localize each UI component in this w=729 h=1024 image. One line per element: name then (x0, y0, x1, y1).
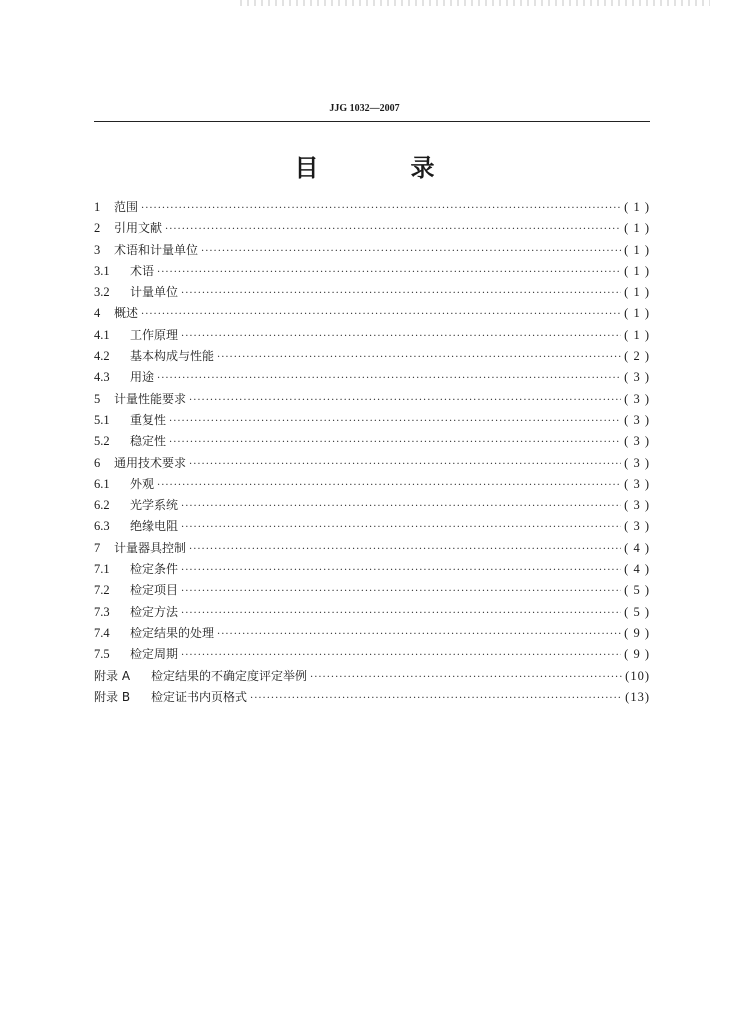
toc-entry-page: ( 1 ) (624, 306, 650, 321)
toc-entry-page: ( 3 ) (624, 370, 650, 385)
toc-entry[interactable] (94, 410, 650, 431)
toc-entry-title: 稳定性 (130, 434, 167, 449)
toc-entry[interactable] (94, 666, 650, 687)
toc-entry[interactable] (94, 474, 650, 495)
toc-entry-title: 计量器具控制 (114, 540, 187, 555)
toc-entry-page: ( 5 ) (624, 604, 650, 619)
toc-entry[interactable] (94, 325, 650, 346)
toc-entry-page: ( 3 ) (624, 519, 650, 534)
toc-entry-number: 4.1 (94, 327, 110, 342)
toc-entry-number: 3.2 (94, 285, 110, 300)
toc-entry-number: 3 (94, 242, 101, 257)
dot-leader (217, 624, 621, 645)
toc-entry-page: ( 3 ) (624, 476, 650, 491)
toc-entry[interactable] (94, 623, 650, 644)
toc-entry[interactable] (94, 580, 650, 601)
dot-leader (181, 326, 621, 347)
toc-entry[interactable] (94, 389, 650, 410)
dot-leader (189, 454, 621, 475)
page-title: 目 录 (294, 154, 469, 182)
toc-entry-number: 5.1 (94, 412, 110, 427)
toc-entry-page: ( 3 ) (624, 498, 650, 513)
toc-entry-page: ( 3 ) (624, 434, 650, 449)
toc-entry-number: 附录 B (94, 689, 131, 704)
toc-entry-page: ( 1 ) (624, 200, 650, 214)
toc-entry-number: 6.3 (94, 519, 110, 534)
dot-leader (169, 432, 621, 453)
toc-entry[interactable] (94, 687, 650, 708)
toc-entry-title: 外观 (130, 476, 155, 491)
toc-entry-number: 4.3 (94, 370, 110, 385)
toc-entry[interactable] (94, 516, 650, 537)
toc-entry-page: (10) (625, 668, 650, 683)
standard-code: JJG 1032—2007 (329, 103, 400, 114)
toc-entry-number: 7.1 (94, 562, 110, 577)
dot-leader (189, 390, 621, 411)
toc-entry-number: 7 (94, 540, 101, 555)
toc-entry-page: ( 4 ) (624, 562, 650, 577)
toc-entry-title: 检定周期 (130, 647, 179, 662)
toc-entry-number: 5 (94, 391, 101, 406)
toc-entry-number: 5.2 (94, 434, 110, 449)
toc-entry-page: ( 1 ) (624, 242, 650, 257)
toc-entry-number: 7.2 (94, 583, 110, 598)
toc-entry-number: 3.1 (94, 263, 110, 278)
table-of-contents (94, 197, 650, 708)
toc-entry-title: 概述 (114, 306, 139, 321)
toc-entry[interactable] (94, 261, 650, 282)
toc-entry[interactable] (94, 453, 650, 474)
toc-entry-title: 检定项目 (130, 583, 179, 598)
dot-leader (165, 219, 621, 240)
toc-entry-title: 检定结果的处理 (130, 625, 215, 640)
dot-leader (141, 304, 621, 325)
toc-entry-page: ( 1 ) (624, 285, 650, 300)
toc-entry-number: 6.2 (94, 498, 110, 513)
dot-leader (217, 347, 621, 368)
dot-leader (181, 517, 621, 538)
toc-entry-title: 引用文献 (114, 221, 163, 236)
header-divider (94, 121, 650, 122)
toc-entry-title: 计量单位 (130, 285, 179, 300)
toc-entry-page: ( 1 ) (624, 221, 650, 236)
dot-leader (157, 262, 621, 283)
toc-entry-page: ( 3 ) (624, 391, 650, 406)
dot-leader (181, 581, 621, 602)
toc-entry-number: 7.4 (94, 625, 110, 640)
toc-entry-page: ( 1 ) (624, 327, 650, 342)
toc-entry[interactable] (94, 495, 650, 516)
toc-entry-number: 4.2 (94, 349, 110, 364)
toc-entry-title: 术语和计量单位 (114, 242, 199, 257)
toc-entry-page: ( 9 ) (624, 647, 650, 662)
toc-entry-title: 检定方法 (130, 604, 179, 619)
toc-entry-page: ( 4 ) (624, 540, 650, 555)
dot-leader (181, 496, 621, 517)
dot-leader (169, 411, 621, 432)
toc-entry-number: 6.1 (94, 476, 110, 491)
toc-entry[interactable] (94, 644, 650, 665)
toc-entry-page: (13) (625, 689, 650, 704)
toc-entry[interactable] (94, 346, 650, 367)
dot-leader (141, 198, 621, 219)
toc-entry[interactable] (94, 431, 650, 452)
toc-entry-title: 通用技术要求 (114, 455, 187, 470)
toc-entry-number: 附录 A (94, 668, 131, 683)
dot-leader (181, 560, 621, 581)
toc-entry[interactable] (94, 218, 650, 239)
toc-entry-title: 术语 (130, 263, 155, 278)
toc-entry[interactable] (94, 240, 650, 261)
toc-entry-title: 基本构成与性能 (130, 349, 215, 364)
toc-entry[interactable] (94, 559, 650, 580)
toc-entry-number: 4 (94, 306, 101, 321)
toc-entry[interactable] (94, 367, 650, 388)
toc-entry-page: ( 3 ) (624, 412, 650, 427)
dot-leader (157, 475, 621, 496)
toc-entry-page: ( 2 ) (624, 349, 650, 364)
toc-entry-title: 计量性能要求 (114, 391, 187, 406)
toc-entry-title: 工作原理 (130, 327, 179, 342)
toc-entry[interactable] (94, 538, 650, 559)
toc-entry-title: 检定结果的不确定度评定举例 (151, 668, 308, 683)
toc-entry-page: ( 3 ) (624, 455, 650, 470)
dot-leader (201, 241, 621, 262)
toc-entry[interactable] (94, 602, 650, 623)
toc-entry-number: 2 (94, 221, 101, 236)
toc-entry-number: 6 (94, 455, 101, 470)
toc-entry[interactable] (94, 303, 650, 324)
dot-leader (181, 283, 621, 304)
toc-entry-title: 检定证书内页格式 (151, 689, 248, 704)
toc-entry-title: 用途 (130, 370, 155, 385)
scan-artifact (240, 0, 710, 6)
dot-leader (189, 539, 621, 560)
dot-leader (157, 368, 621, 389)
toc-entry[interactable] (94, 282, 650, 303)
toc-entry-title: 范围 (114, 200, 139, 214)
toc-entry-title: 绝缘电阻 (130, 519, 179, 534)
toc-entry-title: 重复性 (130, 412, 167, 427)
toc-entry-page: ( 9 ) (624, 625, 650, 640)
toc-entry-title: 检定条件 (130, 562, 179, 577)
toc-entry-number: 7.3 (94, 604, 110, 619)
toc-entry[interactable] (94, 197, 650, 218)
toc-entry-page: ( 1 ) (624, 263, 650, 278)
toc-entry-page: ( 5 ) (624, 583, 650, 598)
dot-leader (181, 645, 621, 666)
toc-entry-number: 7.5 (94, 647, 110, 662)
toc-entry-number: 1 (94, 200, 101, 214)
toc-entry-title: 光学系统 (130, 498, 179, 513)
dot-leader (181, 603, 621, 624)
dot-leader (250, 688, 622, 709)
dot-leader (310, 667, 622, 688)
